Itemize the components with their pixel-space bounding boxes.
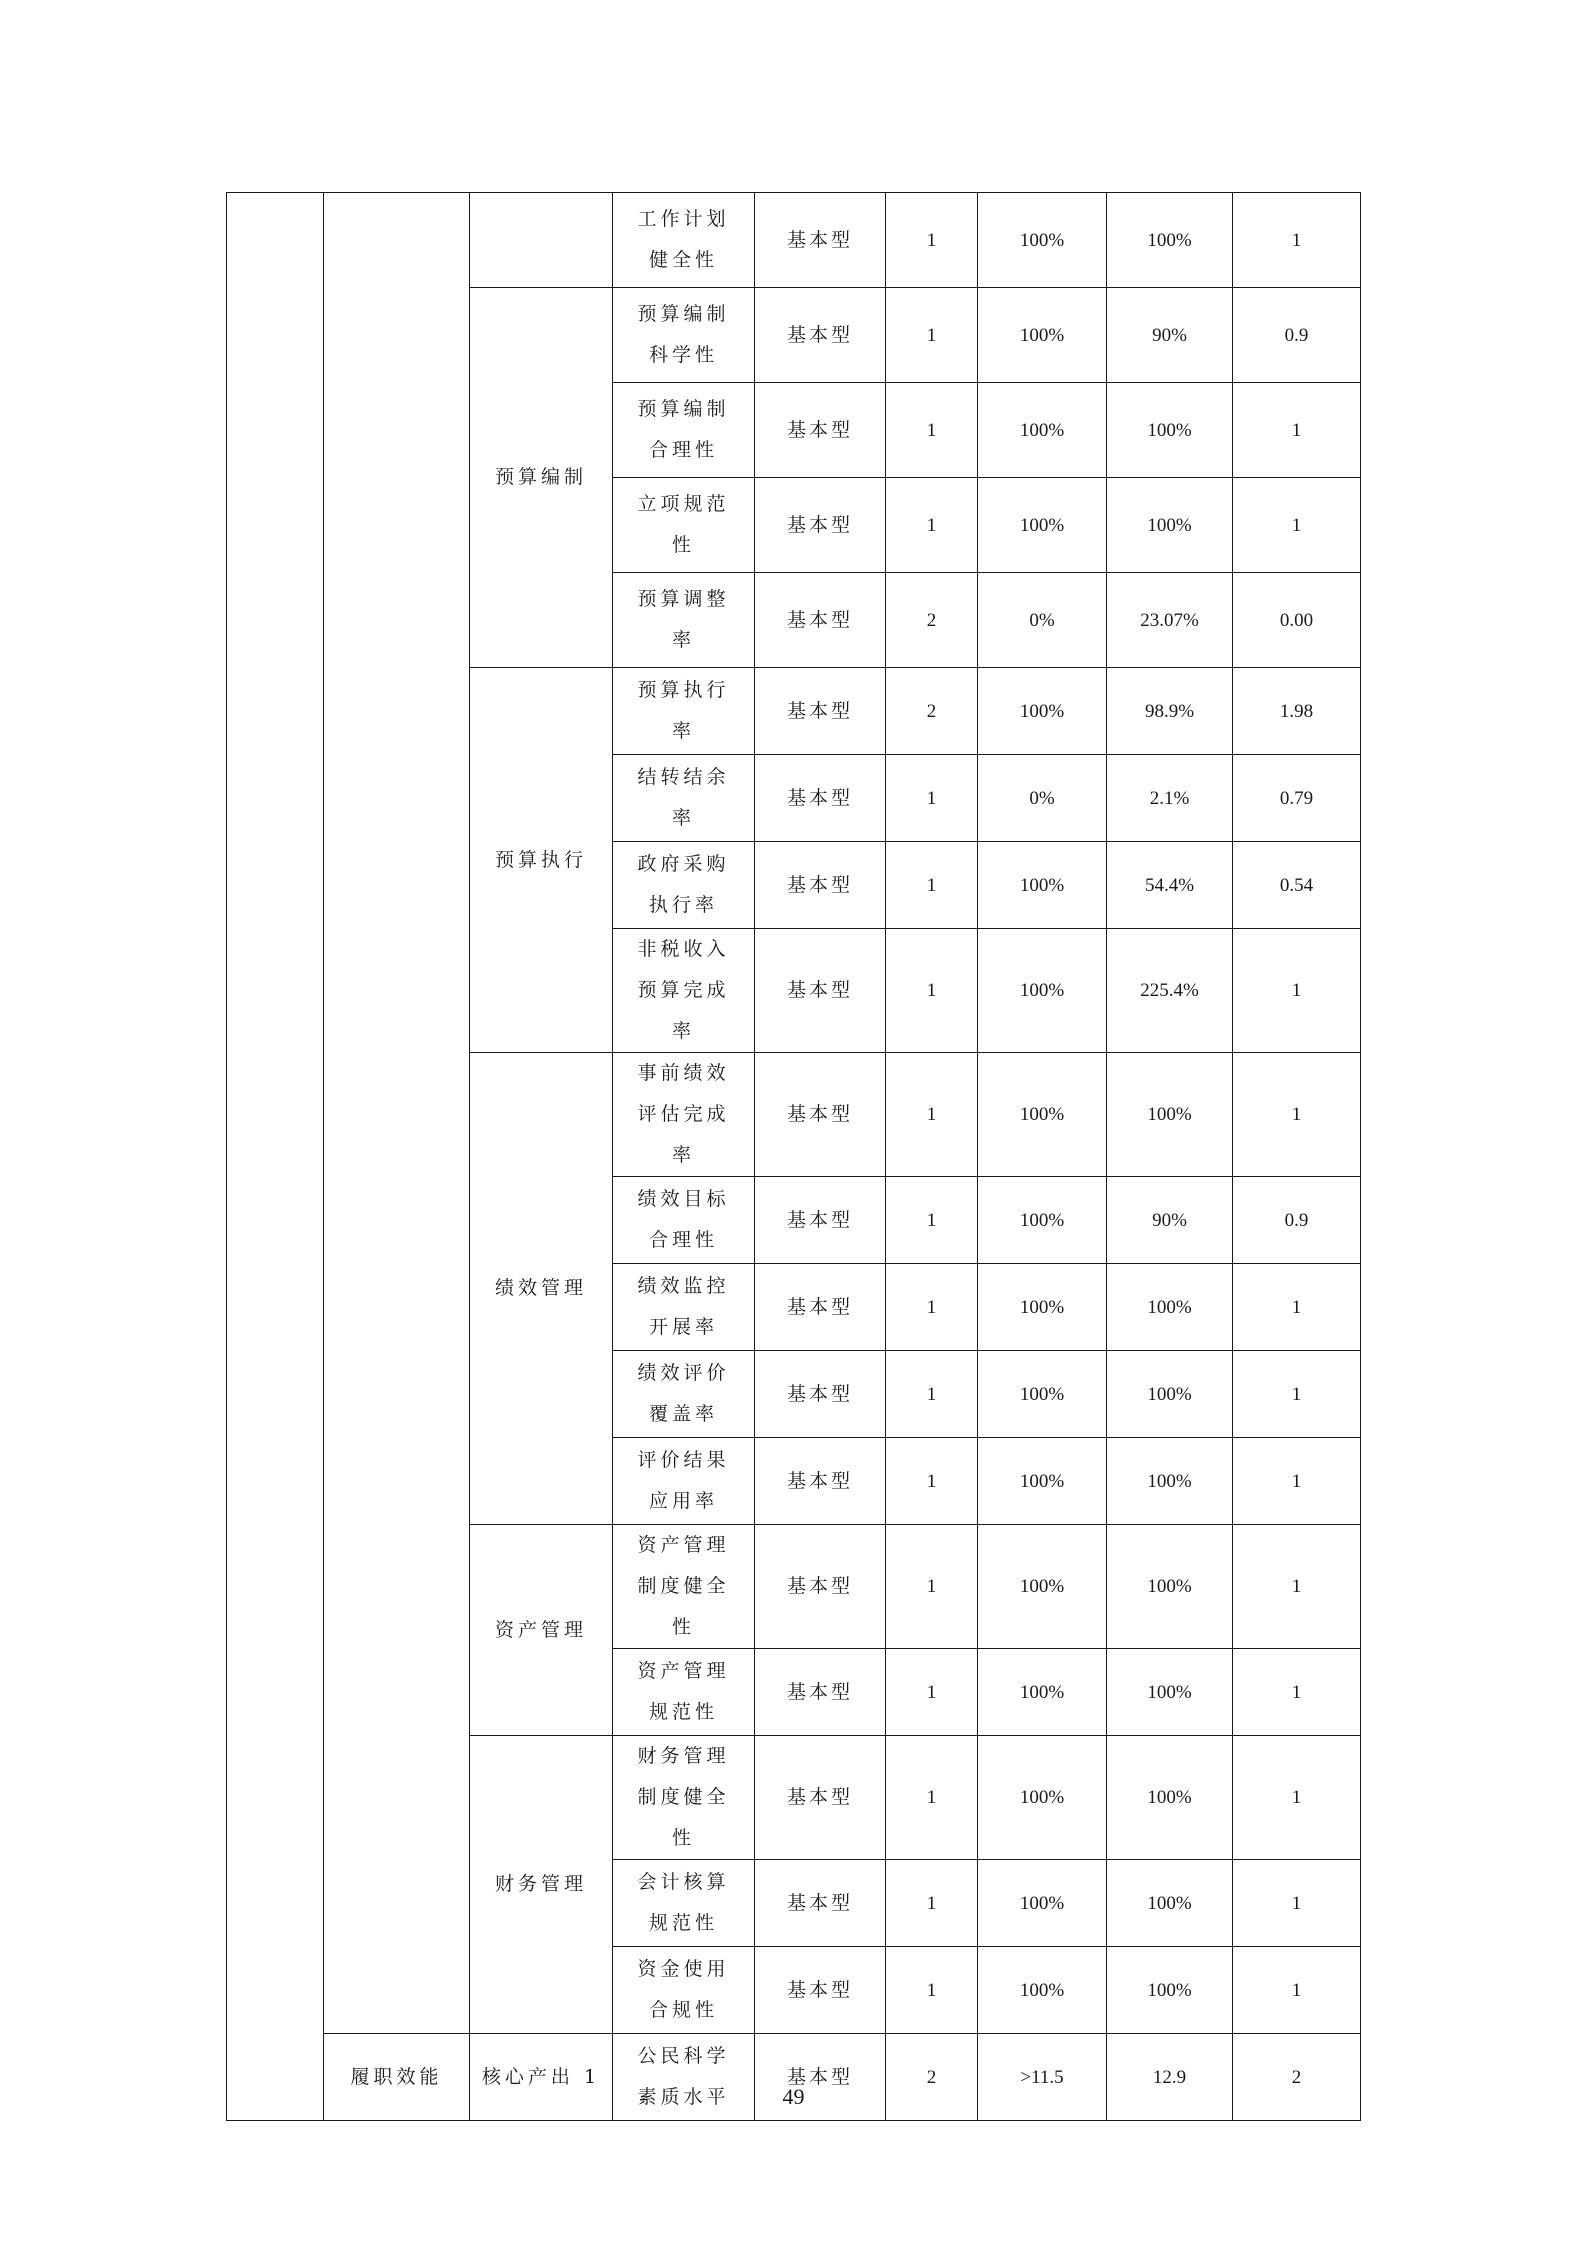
indicator-score: 1 <box>1233 1525 1361 1649</box>
indicator-type: 基本型 <box>755 1053 886 1177</box>
indicator-score: 1 <box>1233 383 1361 478</box>
indicator-actual: 2.1% <box>1107 755 1233 842</box>
indicator-weight: 1 <box>886 1053 978 1177</box>
indicator-actual: 100% <box>1107 1053 1233 1177</box>
indicator-score: 0.54 <box>1233 842 1361 929</box>
indicator-type: 基本型 <box>755 1649 886 1736</box>
indicator-actual: 100% <box>1107 478 1233 573</box>
indicator-type: 基本型 <box>755 573 886 668</box>
indicator-score: 2 <box>1233 2034 1361 2121</box>
indicator-type: 基本型 <box>755 755 886 842</box>
indicator-target: 100% <box>978 1264 1107 1351</box>
indicator-type: 基本型 <box>755 1351 886 1438</box>
indicator-target: 100% <box>978 842 1107 929</box>
indicator-type: 基本型 <box>755 478 886 573</box>
indicator-target: 100% <box>978 478 1107 573</box>
group-cell-empty <box>470 193 613 288</box>
indicator-type: 基本型 <box>755 1438 886 1525</box>
indicator-type: 基本型 <box>755 1736 886 1860</box>
indicator-name: 预算执行率 <box>613 668 755 755</box>
indicator-weight: 1 <box>886 1351 978 1438</box>
indicator-type: 基本型 <box>755 1947 886 2034</box>
level2-cell <box>324 193 470 2034</box>
indicator-weight: 1 <box>886 842 978 929</box>
indicator-name: 资产管理规范性 <box>613 1649 755 1736</box>
indicator-weight: 1 <box>886 929 978 1053</box>
indicator-score: 1 <box>1233 1053 1361 1177</box>
indicator-score: 1 <box>1233 1860 1361 1947</box>
indicator-score: 1 <box>1233 193 1361 288</box>
indicator-name: 公民科学素质水平 <box>613 2034 755 2121</box>
indicator-actual: 90% <box>1107 288 1233 383</box>
indicator-target: 100% <box>978 1525 1107 1649</box>
indicator-type: 基本型 <box>755 1177 886 1264</box>
indicator-name: 绩效监控开展率 <box>613 1264 755 1351</box>
indicator-score: 1.98 <box>1233 668 1361 755</box>
indicator-weight: 1 <box>886 383 978 478</box>
category-performance: 履职效能 <box>324 2034 470 2121</box>
indicator-actual: 12.9 <box>1107 2034 1233 2121</box>
indicator-score: 1 <box>1233 1947 1361 2034</box>
indicator-name: 预算编制科学性 <box>613 288 755 383</box>
indicator-target: 100% <box>978 383 1107 478</box>
indicator-score: 1 <box>1233 1649 1361 1736</box>
indicator-type: 基本型 <box>755 383 886 478</box>
indicator-score: 1 <box>1233 1264 1361 1351</box>
indicator-type: 基本型 <box>755 668 886 755</box>
indicator-weight: 2 <box>886 668 978 755</box>
indicator-target: 100% <box>978 668 1107 755</box>
indicator-type: 基本型 <box>755 1525 886 1649</box>
indicator-actual: 100% <box>1107 1860 1233 1947</box>
indicator-type: 基本型 <box>755 1264 886 1351</box>
indicator-actual: 100% <box>1107 383 1233 478</box>
indicator-actual: 100% <box>1107 1947 1233 2034</box>
indicator-score: 1 <box>1233 478 1361 573</box>
indicator-target: 0% <box>978 755 1107 842</box>
indicator-weight: 1 <box>886 288 978 383</box>
indicator-name: 绩效目标合理性 <box>613 1177 755 1264</box>
indicator-type: 基本型 <box>755 842 886 929</box>
indicator-weight: 1 <box>886 193 978 288</box>
indicator-name: 会计核算规范性 <box>613 1860 755 1947</box>
indicator-target: 100% <box>978 288 1107 383</box>
indicator-score: 1 <box>1233 1438 1361 1525</box>
indicator-name: 立项规范性 <box>613 478 755 573</box>
indicator-target: 100% <box>978 1649 1107 1736</box>
indicator-name: 资产管理制度健全性 <box>613 1525 755 1649</box>
indicator-name: 工作计划健全性 <box>613 193 755 288</box>
indicator-score: 0.00 <box>1233 573 1361 668</box>
indicator-weight: 2 <box>886 2034 978 2121</box>
indicator-target: 100% <box>978 1438 1107 1525</box>
indicator-actual: 100% <box>1107 193 1233 288</box>
indicator-actual: 90% <box>1107 1177 1233 1264</box>
indicator-name: 预算编制合理性 <box>613 383 755 478</box>
indicator-type: 基本型 <box>755 929 886 1053</box>
indicator-score: 1 <box>1233 1736 1361 1860</box>
indicator-weight: 1 <box>886 1177 978 1264</box>
indicator-target: 100% <box>978 1177 1107 1264</box>
indicator-score: 1 <box>1233 1351 1361 1438</box>
indicator-weight: 1 <box>886 478 978 573</box>
group-core-output: 核心产出 1 <box>470 2034 613 2121</box>
indicator-weight: 2 <box>886 573 978 668</box>
group-perf-mgmt: 绩效管理 <box>470 1053 613 1525</box>
indicator-actual: 100% <box>1107 1438 1233 1525</box>
indicator-table <box>226 192 1361 2121</box>
level1-cell <box>227 193 324 2121</box>
indicator-actual: 225.4% <box>1107 929 1233 1053</box>
indicator-score: 1 <box>1233 929 1361 1053</box>
indicator-name: 事前绩效评估完成率 <box>613 1053 755 1177</box>
indicator-target: 100% <box>978 1947 1107 2034</box>
indicator-weight: 1 <box>886 1736 978 1860</box>
table-row <box>227 193 1361 288</box>
indicator-name: 非税收入预算完成率 <box>613 929 755 1053</box>
indicator-type: 基本型 <box>755 1860 886 1947</box>
indicator-name: 资金使用合规性 <box>613 1947 755 2034</box>
indicator-weight: 1 <box>886 1649 978 1736</box>
indicator-weight: 1 <box>886 1947 978 2034</box>
indicator-actual: 100% <box>1107 1351 1233 1438</box>
indicator-name: 绩效评价覆盖率 <box>613 1351 755 1438</box>
indicator-target: 100% <box>978 1736 1107 1860</box>
indicator-score: 0.9 <box>1233 1177 1361 1264</box>
indicator-actual: 100% <box>1107 1264 1233 1351</box>
indicator-weight: 1 <box>886 1860 978 1947</box>
indicator-weight: 1 <box>886 1525 978 1649</box>
indicator-weight: 1 <box>886 1264 978 1351</box>
indicator-target: 0% <box>978 573 1107 668</box>
page-number: 49 <box>782 2084 805 2109</box>
indicator-type: 基本型 <box>755 288 886 383</box>
indicator-actual: 100% <box>1107 1525 1233 1649</box>
indicator-type: 基本型 <box>755 2034 886 2121</box>
indicator-target: 100% <box>978 1053 1107 1177</box>
indicator-type: 基本型 <box>755 193 886 288</box>
indicator-score: 0.79 <box>1233 755 1361 842</box>
indicator-actual: 54.4% <box>1107 842 1233 929</box>
indicator-target: 100% <box>978 193 1107 288</box>
indicator-name: 评价结果应用率 <box>613 1438 755 1525</box>
group-asset-mgmt: 资产管理 <box>470 1525 613 1736</box>
indicator-name: 结转结余率 <box>613 755 755 842</box>
indicator-actual: 98.9% <box>1107 668 1233 755</box>
indicator-weight: 1 <box>886 755 978 842</box>
indicator-actual: 100% <box>1107 1649 1233 1736</box>
indicator-target: 100% <box>978 1860 1107 1947</box>
group-finance-mgmt: 财务管理 <box>470 1736 613 2034</box>
group-budget-prep: 预算编制 <box>470 288 613 668</box>
indicator-weight: 1 <box>886 1438 978 1525</box>
indicator-name: 财务管理制度健全性 <box>613 1736 755 1860</box>
indicator-target: 100% <box>978 929 1107 1053</box>
indicator-target: >11.5 <box>978 2034 1107 2121</box>
indicator-actual: 100% <box>1107 1736 1233 1860</box>
indicator-actual: 23.07% <box>1107 573 1233 668</box>
indicator-target: 100% <box>978 1351 1107 1438</box>
indicator-name: 政府采购执行率 <box>613 842 755 929</box>
indicator-name: 预算调整率 <box>613 573 755 668</box>
group-budget-exec: 预算执行 <box>470 668 613 1053</box>
indicator-score: 0.9 <box>1233 288 1361 383</box>
